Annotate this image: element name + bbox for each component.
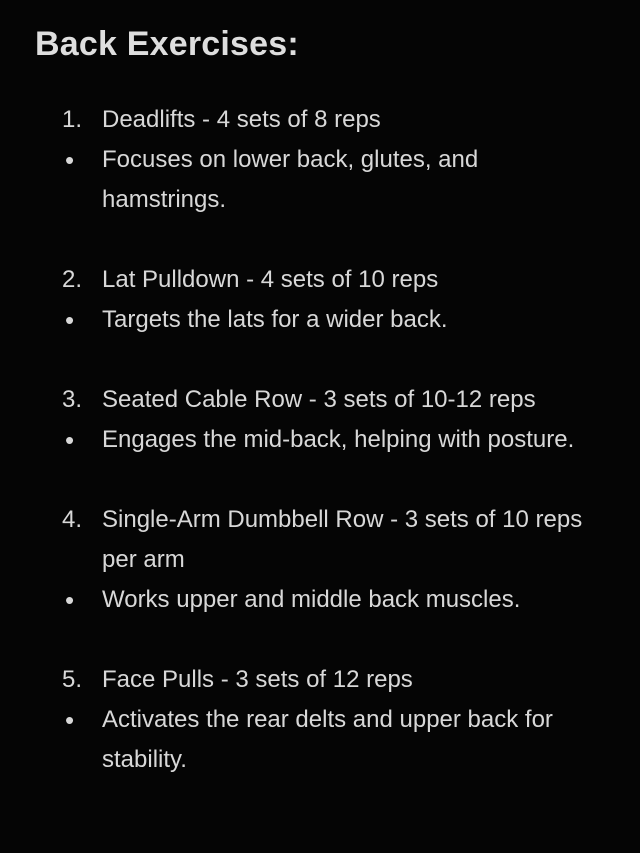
exercise-detail-row <box>62 580 604 620</box>
exercise-detail-row <box>62 300 604 340</box>
exercise-detail-row <box>62 140 604 220</box>
exercise-detail: Engages the mid-back, helping with posture. <box>102 426 575 453</box>
exercise-number: 1. <box>62 106 83 133</box>
exercise-item-seated-cable-row <box>62 380 604 460</box>
exercise-heading-row <box>62 660 604 700</box>
exercise-number: 5. <box>62 666 83 693</box>
exercise-list <box>62 100 604 820</box>
bullet-icon: • <box>65 585 75 615</box>
exercise-title: Seated Cable Row - 3 sets of 10-12 reps <box>102 386 536 413</box>
exercise-item-face-pulls <box>62 660 604 780</box>
exercise-detail-row <box>62 700 604 780</box>
bullet-icon: • <box>65 425 75 455</box>
exercise-item-single-arm-dumbbell-row <box>62 500 604 620</box>
bullet-icon: • <box>65 305 75 335</box>
exercise-item-deadlifts <box>62 100 604 220</box>
exercise-heading-row <box>62 380 604 420</box>
exercise-detail: Targets the lats for a wider back. <box>102 306 448 333</box>
exercise-number: 3. <box>62 386 83 413</box>
exercise-detail: Works upper and middle back muscles. <box>102 586 521 613</box>
exercise-number: 2. <box>62 266 83 293</box>
exercise-heading-row <box>62 500 604 580</box>
exercise-heading-row <box>62 100 604 140</box>
exercise-title: Face Pulls - 3 sets of 12 reps <box>102 666 413 693</box>
exercise-number: 4. <box>62 506 83 533</box>
exercise-title: Single-Arm Dumbbell Row - 3 sets of 10 reps per arm <box>102 506 583 573</box>
exercise-title: Deadlifts - 4 sets of 8 reps <box>102 106 381 133</box>
exercise-heading-row <box>62 260 604 300</box>
exercise-item-lat-pulldown <box>62 260 604 340</box>
exercise-detail-row <box>62 420 604 460</box>
exercise-detail: Activates the rear delts and upper back for stability. <box>102 706 553 773</box>
exercise-detail: Focuses on lower back, glutes, and hamstrings. <box>102 146 479 213</box>
exercise-title: Lat Pulldown - 4 sets of 10 reps <box>102 266 439 293</box>
bullet-icon: • <box>65 145 75 175</box>
page-title: Back Exercises: <box>35 24 299 63</box>
bullet-icon: • <box>65 705 75 735</box>
